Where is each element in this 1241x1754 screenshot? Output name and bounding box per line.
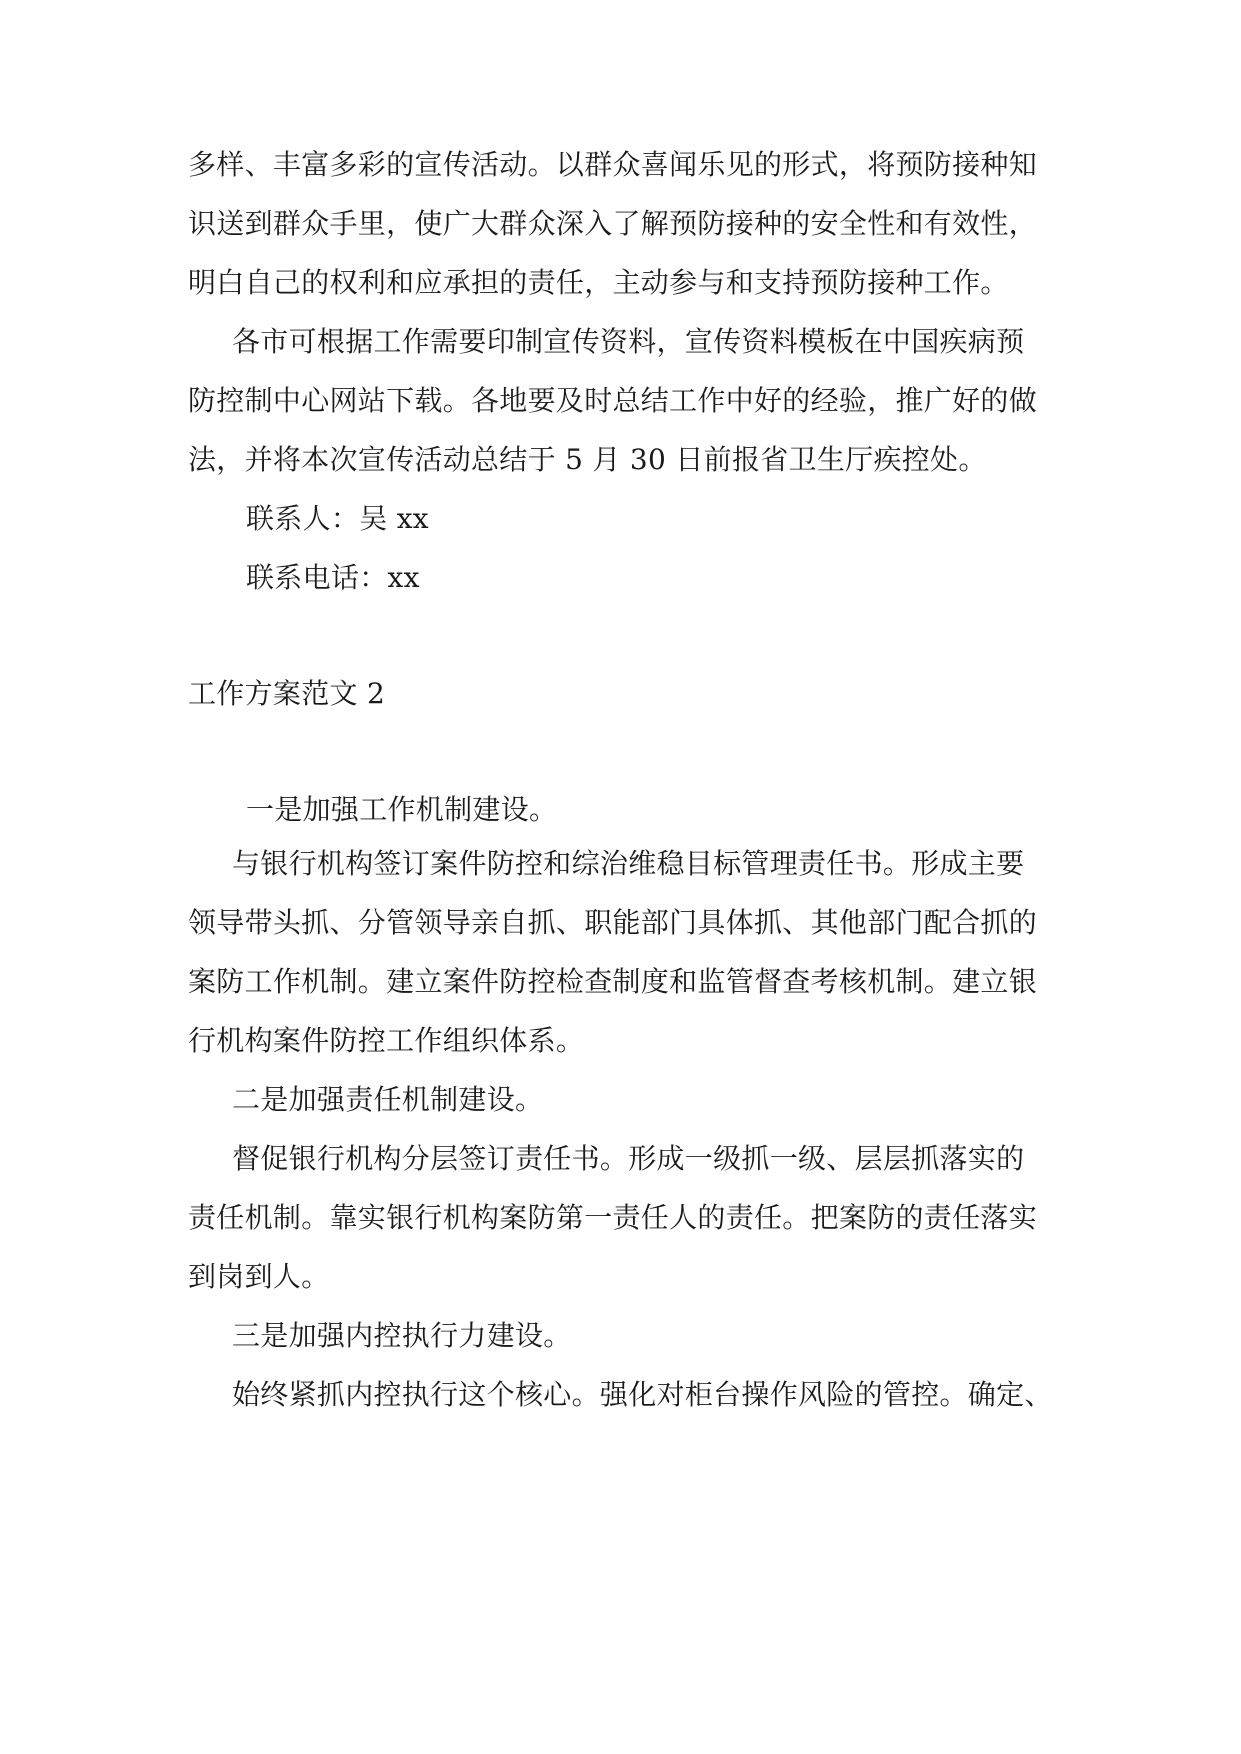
text-line: 始终紧抓内控执行这个核心。强化对柜台操作风险的管控。确定、: [232, 1378, 1053, 1411]
text-line: 法，并将本次宣传活动总结于 5 月 30 日前报省卫生厅疾控处。: [188, 443, 987, 476]
text-line: 防控制中心网站下载。各地要及时总结工作中好的经验，推广好的做: [188, 384, 1038, 417]
contact-person: 联系人：吴 xx: [246, 502, 429, 535]
text-line: 明白自己的权利和应承担的责任，主动参与和支持预防接种工作。: [188, 266, 1009, 299]
text-line: 责任机制。靠实银行机构案防第一责任人的责任。把案防的责任落实: [188, 1201, 1038, 1234]
text-line: 识送到群众手里，使广大群众深入了解预防接种的安全性和有效性，: [188, 207, 1038, 240]
text-line: 到岗到人。: [188, 1260, 330, 1293]
contact-phone: 联系电话：xx: [246, 561, 420, 594]
section-title: 工作方案范文 2: [188, 677, 386, 710]
text-line: 与银行机构签订案件防控和综治维稳目标管理责任书。形成主要: [232, 847, 1025, 880]
item1-heading: 一是加强工作机制建设。: [246, 793, 558, 826]
text-line: 案防工作机制。建立案件防控检查制度和监管督查考核机制。建立银: [188, 965, 1038, 998]
item3-heading: 三是加强内控执行力建设。: [232, 1319, 572, 1352]
text-line: 领导带头抓、分管领导亲自抓、职能部门具体抓、其他部门配合抓的: [188, 906, 1038, 939]
item2-heading: 二是加强责任机制建设。: [232, 1083, 544, 1116]
text-line: 各市可根据工作需要印制宣传资料，宣传资料模板在中国疾病预: [232, 325, 1025, 358]
text-line: 多样、丰富多彩的宣传活动。以群众喜闻乐见的形式，将预防接种知: [188, 148, 1038, 181]
text-line: 督促银行机构分层签订责任书。形成一级抓一级、层层抓落实的: [232, 1142, 1025, 1175]
text-line: 行机构案件防控工作组织体系。: [188, 1024, 585, 1057]
